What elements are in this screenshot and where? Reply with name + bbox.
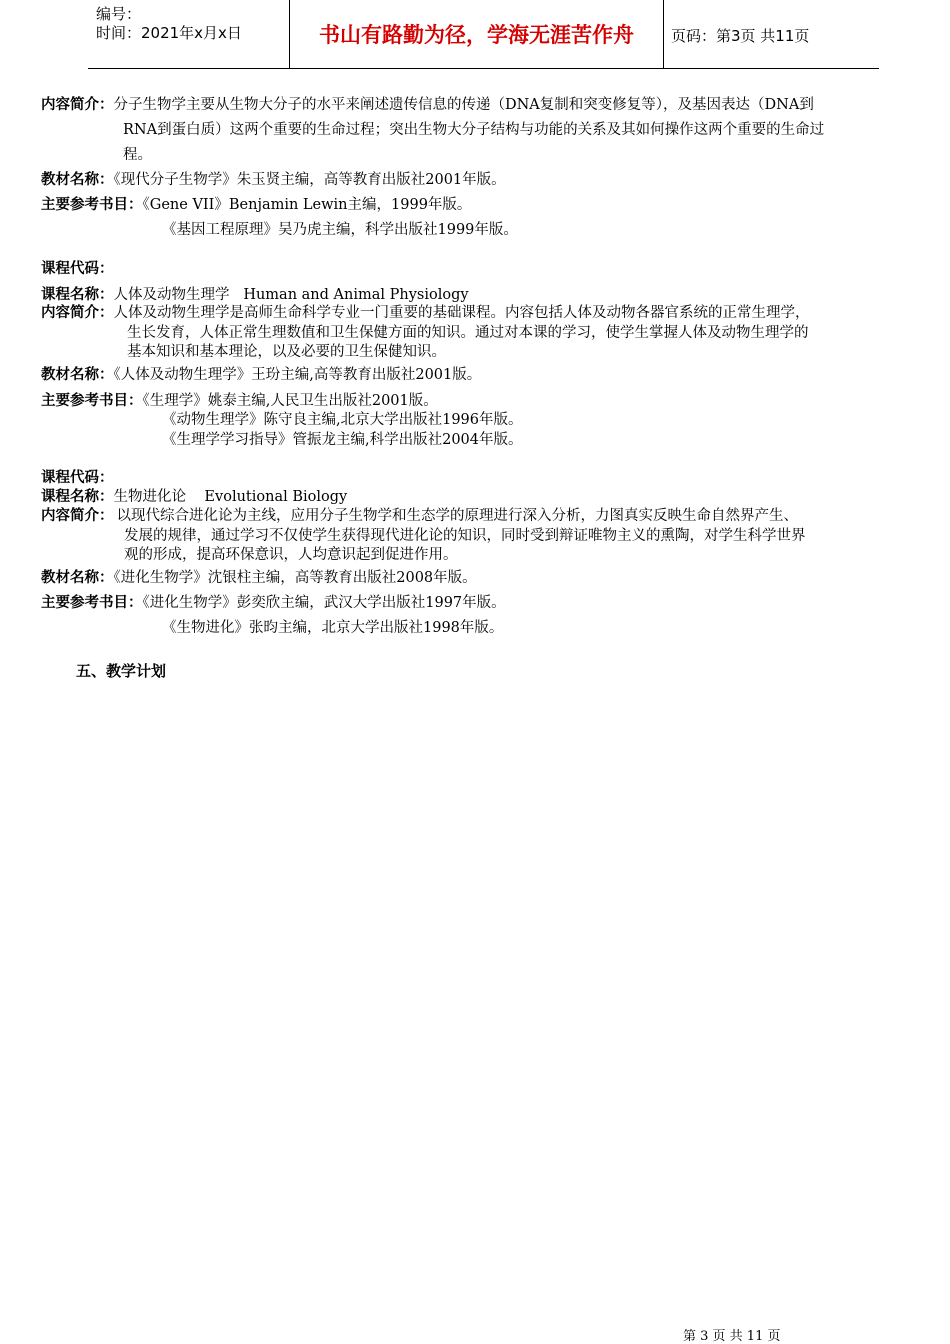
- number-label: 编号：: [96, 5, 142, 23]
- intro-line: 分子生物学主要从生物大分子的水平来阐述遗传信息的传递（DNA复制和突变修复等），及基因表达（DNA到: [113, 97, 814, 113]
- intro-line: 人体及动物生理学是高师生命科学专业一门重要的基础课程。内容包括人体及动物各器官系统的正常生理学，: [113, 305, 810, 321]
- ref-item: 《生理学学习指导》管振龙主编,科学出版社2004年版。: [162, 432, 523, 448]
- intro-label: 内容简介：: [41, 508, 114, 524]
- page-number-label: 页码：第3页 共11页: [671, 27, 810, 45]
- textbook-row: [41, 168, 931, 193]
- intro-line: 以现代综合进化论为主线，应用分子生物学和生态学的原理进行深入分析，力图真实反映生命自然界产生、: [116, 508, 798, 524]
- code-row: [41, 257, 931, 282]
- header-motto: 书山有路勤为径，学海无涯苦作舟: [289, 0, 664, 68]
- section-title: 五、教学计划: [76, 662, 167, 680]
- refs-row: [41, 193, 931, 218]
- intro-row: [41, 303, 931, 323]
- name-row: [41, 285, 931, 305]
- code-label: 课程代码：: [41, 261, 114, 277]
- ref-item: 《生物进化》张昀主编，北京大学出版社1998年版。: [162, 620, 504, 636]
- textbook-value: 《人体及动物生理学》王玢主编,高等教育出版社2001版。: [113, 367, 482, 383]
- refs-row: [41, 591, 931, 616]
- textbook-label: 教材名称：: [41, 172, 114, 188]
- refs-row: [41, 391, 931, 411]
- intro-line: 程。: [123, 147, 152, 163]
- refs-label: 主要参考书目：: [41, 595, 143, 611]
- header-meta: [88, 0, 289, 68]
- textbook-row: [41, 363, 931, 388]
- code-row: [41, 468, 931, 488]
- intro-label: 内容简介：: [41, 305, 114, 321]
- ref-item: 《Gene VII》Benjamin Lewin主编，1999年版。: [142, 197, 472, 213]
- textbook-value: 《现代分子生物学》朱玉贤主编，高等教育出版社2001年版。: [113, 172, 506, 188]
- intro-line: RNA到蛋白质）这两个重要的生命过程；突出生物大分子结构与功能的关系及其如何操作这两个重要的生命过: [123, 122, 825, 138]
- course-name: 人体及动物生理学 Human and Animal Physiology: [113, 287, 469, 303]
- textbook-label: 教材名称：: [41, 570, 114, 586]
- page-header: [88, 0, 879, 69]
- ref-item: 《动物生理学》陈守良主编,北京大学出版社1996年版。: [162, 412, 523, 428]
- intro-line: 基本知识和基本理论，以及必要的卫生保健知识。: [127, 344, 446, 360]
- intro-line: 观的形成，提高环保意识，人均意识起到促进作用。: [124, 547, 458, 563]
- textbook-row: [41, 566, 931, 591]
- name-label: 课程名称：: [41, 287, 114, 303]
- intro-label: 内容简介：: [41, 97, 114, 113]
- intro-line: 生长发育，人体正常生理数值和卫生保健方面的知识。通过对本课的学习，使学生掌握人体及动物生理学的: [127, 325, 809, 341]
- textbook-value: 《进化生物学》沈银柱主编，高等教育出版社2008年版。: [113, 570, 477, 586]
- time-label: 时间：2021年x月x日: [96, 24, 242, 42]
- code-label: 课程代码：: [41, 470, 114, 486]
- intro-row: [41, 93, 931, 118]
- intro-line: 发展的规律，通过学习不仅使学生获得现代进化论的知识，同时受到辩证唯物主义的熏陶，对学生科学世界: [124, 528, 806, 544]
- refs-label: 主要参考书目：: [41, 393, 143, 409]
- name-row: [41, 487, 931, 507]
- ref-item: 《基因工程原理》吴乃虎主编，科学出版社1999年版。: [162, 222, 518, 238]
- course-name: 生物进化论 Evolutional Biology: [113, 489, 348, 505]
- name-label: 课程名称：: [41, 489, 114, 505]
- page-footer: 第 3 页 共 11 页: [683, 1329, 781, 1344]
- refs-label: 主要参考书目：: [41, 197, 143, 213]
- ref-item: 《进化生物学》彭奕欣主编，武汉大学出版社1997年版。: [142, 595, 506, 611]
- intro-row: [41, 506, 931, 526]
- textbook-label: 教材名称：: [41, 367, 114, 383]
- ref-item: 《生理学》姚泰主编,人民卫生出版社2001版。: [142, 393, 438, 409]
